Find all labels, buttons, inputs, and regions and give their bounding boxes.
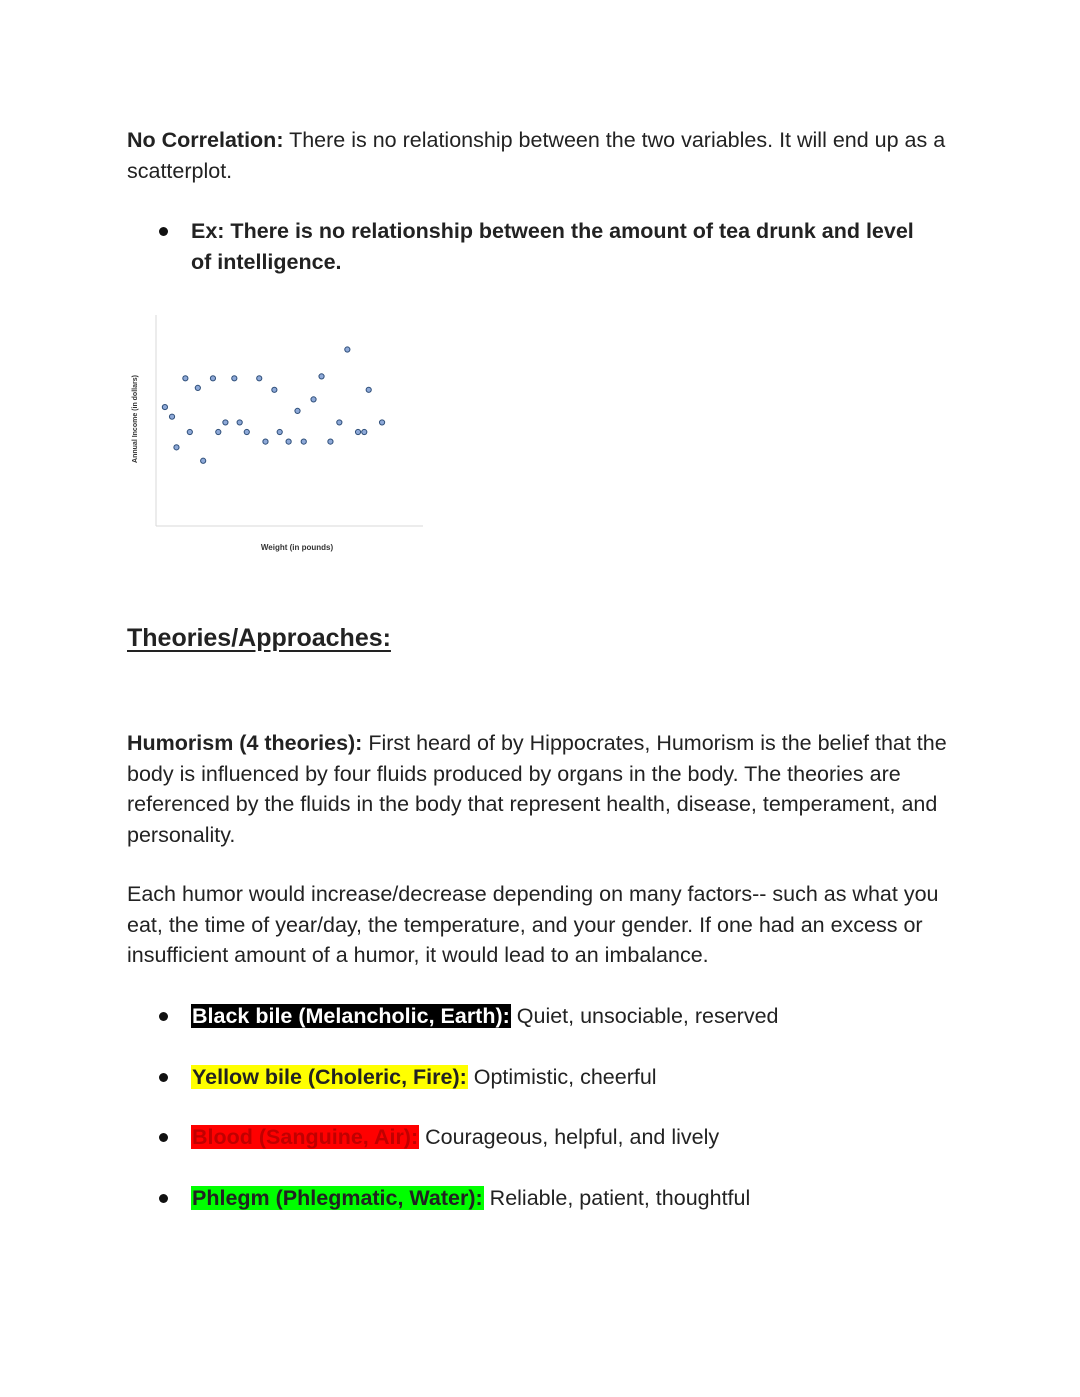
scatter-point (328, 439, 333, 444)
scatter-point (210, 376, 215, 381)
humorism-term: Humorism (4 theories): (127, 731, 363, 755)
page-heading: Theories/Approaches: (127, 624, 391, 652)
scatter-point (237, 420, 242, 425)
humor-desc: Optimistic, cheerful (467, 1065, 657, 1089)
y-axis-label: Annual Income (in dollars) (132, 375, 139, 463)
scatter-point (319, 374, 324, 379)
scatter-points (162, 347, 384, 463)
scatter-point (277, 429, 282, 434)
scatter-point (311, 397, 316, 402)
scatter-point (345, 347, 350, 352)
humor-label: Black bile (Melancholic, Earth): (192, 1004, 510, 1028)
scatter-point (286, 439, 291, 444)
scatter-point (174, 445, 179, 450)
bullet-dot-icon (159, 227, 168, 236)
scatter-point (187, 429, 192, 434)
scatter-point (337, 420, 342, 425)
no-correlation-scatterplot (120, 305, 440, 565)
humor-desc: Courageous, helpful, and lively (419, 1125, 720, 1149)
humor-label: Phlegm (Phlegmatic, Water): (192, 1186, 483, 1210)
bullet-dot-icon (159, 1194, 168, 1203)
humor-label: Yellow bile (Choleric, Fire): (192, 1065, 467, 1089)
scatter-point (263, 439, 268, 444)
scatter-point (169, 414, 174, 419)
humor-desc: Reliable, patient, thoughtful (483, 1186, 751, 1210)
scatter-point (183, 376, 188, 381)
humor-desc: Quiet, unsociable, reserved (510, 1004, 779, 1028)
scatter-point (366, 387, 371, 392)
scatter-point (195, 385, 200, 390)
bullet-dot-icon (159, 1073, 168, 1082)
humorism-text: First heard of by Hippocrates, Humorism is the belief that the body is influenced by four fluids produced by organs in the body. The theories are referenced by the fluids in the body that represent health, disease, temperament, and personality. (127, 731, 947, 847)
scatter-point (201, 458, 206, 463)
each-humor-paragraph: Each humor would increase/decrease depending on many factors-- such as what you eat, the time of year/day, the temperature, and your gender. If one had an excess or insufficient amount of a humor, it would lead to an imbalance. (127, 882, 939, 967)
x-axis-label: Weight (in pounds) (260, 543, 334, 552)
scatter-point (295, 408, 300, 413)
no-correlation-term: No Correlation: (127, 128, 284, 152)
scatter-point (272, 387, 277, 392)
scatter-point (216, 429, 221, 434)
scatter-point (362, 429, 367, 434)
no-correlation-text: There is no relationship between the two variables. It will end up as a scatterplot. (127, 128, 946, 183)
example-text: Ex: There is no relationship between the amount of tea drunk and level of intelligence. (191, 219, 914, 274)
scatter-point (301, 439, 306, 444)
humorism-paragraph (127, 728, 957, 850)
scatter-point (257, 376, 262, 381)
scatter-point (162, 404, 167, 409)
scatter-point (232, 376, 237, 381)
scatter-point (355, 429, 360, 434)
no-correlation-paragraph (127, 125, 957, 186)
scatter-point (223, 420, 228, 425)
humor-label: Blood (Sanguine, Air): (192, 1125, 419, 1149)
scatter-point (379, 420, 384, 425)
scatter-point (244, 429, 249, 434)
bullet-dot-icon (159, 1012, 168, 1021)
bullet-dot-icon (159, 1133, 168, 1142)
